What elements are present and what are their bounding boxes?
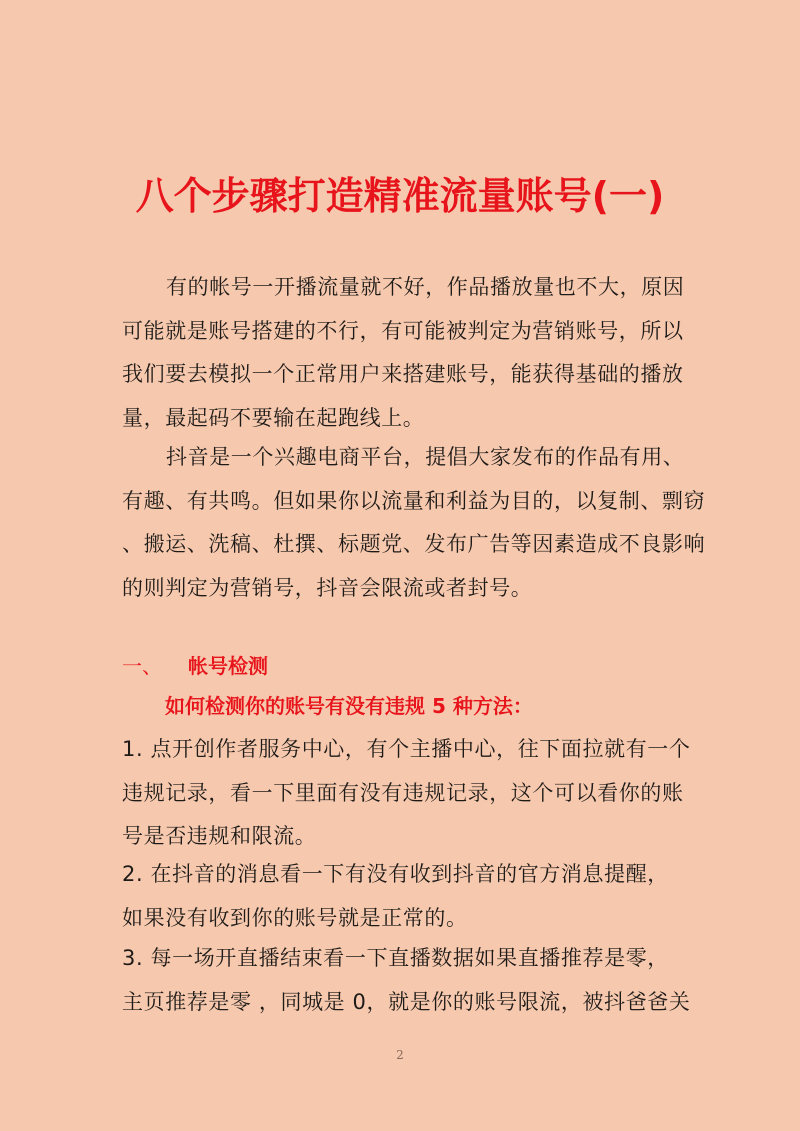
intro-paragraph-1 — [122, 266, 692, 440]
text-line: 主页推荐是零 ，同城是 0，就是你的账号限流，被抖爸爸关 — [122, 989, 691, 1014]
text-line: 有的帐号一开播流量就不好，作品播放量也不大，原因 — [166, 275, 685, 299]
text-line: 可能就是账号搭建的不行，有可能被判定为营销账号，所以 — [122, 318, 684, 343]
text-line: 抖音是一个兴趣电商平台，提倡大家发布的作品有用、 — [166, 445, 685, 469]
text-line: 如果没有收到你的账号就是正常的。 — [122, 905, 468, 930]
text-line: 有趣、有共鸣。但如果你以流量和利益为目的，以复制、剽窃 — [122, 488, 706, 513]
section-title: 帐号检测 — [188, 654, 268, 678]
document-title: 八个步骤打造精准流量账号(一) — [135, 174, 665, 218]
list-item-3 — [122, 937, 692, 1024]
text-line: 的则判定为营销号，抖音会限流或者封号。 — [122, 575, 533, 600]
text-line: 量，最起码不要输在起跑线上。 — [122, 405, 425, 430]
intro-paragraph-2 — [122, 436, 706, 610]
text-line: 、搬运、洗稿、杜撰、标题党、发布广告等因素造成不良影响 — [122, 532, 706, 556]
text-line: 2. 在抖音的消息看一下有没有收到抖音的官方消息提醒， — [122, 862, 669, 886]
section-heading — [122, 646, 692, 686]
section-subheading: 如何检测你的账号有没有违规 5 种方法： — [165, 694, 533, 718]
text-line: 号是否违规和限流。 — [122, 824, 317, 848]
text-line: 我们要去模拟一个正常用户来搭建账号，能获得基础的播放 — [122, 362, 684, 386]
list-item-1 — [122, 728, 692, 859]
section-number: 一、 — [122, 654, 162, 678]
list-item-2 — [122, 853, 692, 940]
text-line: 1. 点开创作者服务中心，有个主播中心，往下面拉就有一个 — [122, 737, 691, 761]
page-number: 2 — [396, 1048, 404, 1062]
text-line: 3. 每一场开直播结束看一下直播数据如果直播推荐是零， — [122, 946, 669, 970]
text-line: 违规记录，看一下里面有没有违规记录，这个可以看你的账 — [122, 780, 684, 805]
